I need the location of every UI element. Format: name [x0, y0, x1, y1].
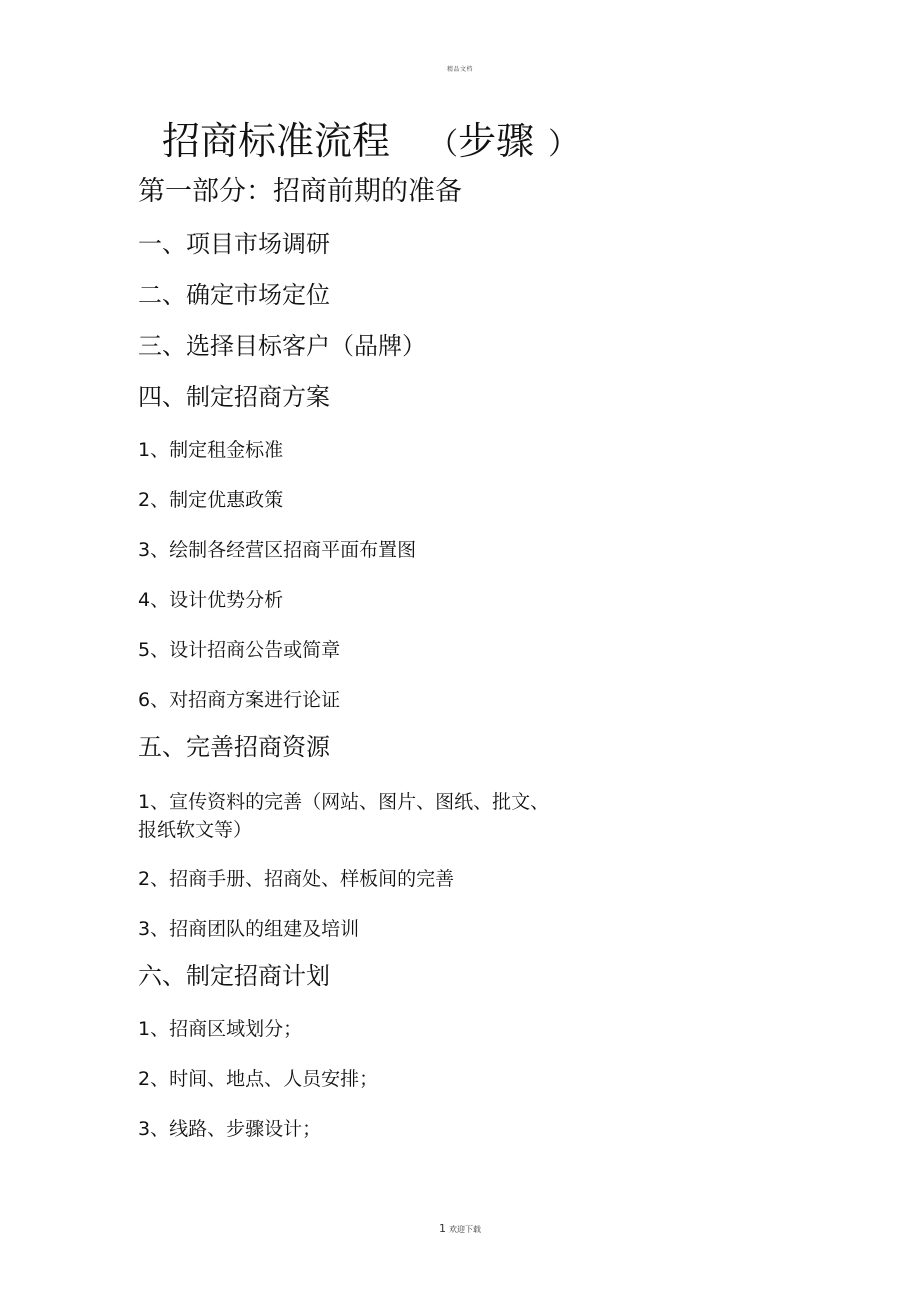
list-item: 2、制定优惠政策 [138, 489, 284, 511]
list-item: 4、设计优势分析 [138, 589, 284, 611]
section-heading-3: 三、选择目标客户（品牌） [138, 332, 426, 360]
list-item: 5、设计招商公告或简章 [138, 639, 341, 661]
part-heading: 第一部分：招商前期的准备 [138, 176, 462, 207]
list-item: 2、时间、地点、人员安排； [138, 1068, 379, 1090]
list-item-continuation: 报纸软文等） [138, 819, 253, 841]
section-heading-4: 四、制定招商方案 [138, 383, 330, 411]
page-footer [0, 1222, 920, 1235]
list-item: 2、招商手册、招商处、样板间的完善 [138, 868, 455, 890]
section-heading-1: 一、项目市场调研 [138, 230, 330, 258]
section-heading-2: 二、确定市场定位 [138, 281, 330, 309]
title-sub: 步骤 [458, 119, 535, 163]
title-open-paren: （ [428, 127, 459, 162]
list-item: 3、线路、步骤设计； [138, 1118, 322, 1140]
header-note: 精品文档 [446, 66, 473, 73]
section-heading-6: 六、制定招商计划 [138, 962, 330, 990]
title-main: 招商标准流程 [162, 119, 391, 163]
list-item: 1、招商区域划分； [138, 1018, 303, 1040]
section-heading-5: 五、完善招商资源 [138, 733, 330, 761]
page-number: 1 [439, 1222, 446, 1235]
list-item: 3、绘制各经营区招商平面布置图 [138, 539, 417, 561]
footer-text: 欢迎下载 [449, 1225, 481, 1234]
list-item: 1、制定租金标准 [138, 439, 284, 461]
list-item: 3、招商团队的组建及培训 [138, 918, 360, 940]
list-item: 6、对招商方案进行论证 [138, 689, 341, 711]
list-item: 1、宣传资料的完善（网站、图片、图纸、批文、 [138, 791, 550, 813]
document-title [162, 116, 578, 170]
title-close-paren: ） [548, 127, 579, 162]
